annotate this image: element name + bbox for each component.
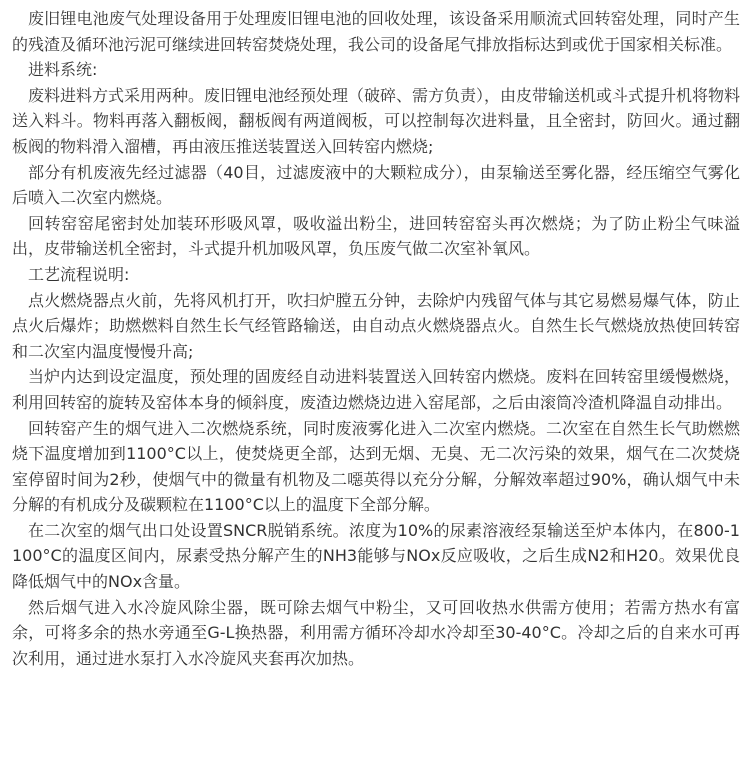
- paragraph-sncr: 在二次室的烟气出口处设置SNCR脱销系统。浓度为10%的尿素溶液经泵输送至炉本体内，在800-1100°C的温度区间内，尿素受热分解产生的NH3能够与NOx反应吸收，之后生成N2和H20。效果优良降低烟气中的NOx含量。: [12, 520, 740, 592]
- paragraph-intro: 废旧锂电池废气处理设备用于处理废旧锂电池的回收处理，该设备采用顺流式回转窑处理，同时产生的残渣及循环池污泥可继续进回转窑焚烧处理，我公司的设备尾气排放指标达到或优于国家相关标准。: [12, 9, 740, 54]
- paragraph-waste-liquid: 部分有机废液先经过滤器（40目，过滤废液中的大颗粒成分），由泵输送至雾化器，经压缩空气雾化后喷入二次室内燃烧。: [12, 162, 740, 208]
- paragraph-kiln-seal: 回转窑窑尾密封处加装环形吸风罩，吸收溢出粉尘，进回转窑窑头再次燃烧；为了防止粉尘气味溢出，皮带输送机全密封，斗式提升机加吸风罩，负压废气做二次室补氧风。: [12, 213, 740, 259]
- heading-process-flow: 工艺流程说明:: [28, 264, 130, 284]
- paragraph-feed-methods: 废料进料方式采用两种。废旧锂电池经预处理（破碎、需方负责），由皮带输送机或斗式提升机将物料送入料斗。物料再落入翻板阀，翻板阀有两道阀板，可以控制每次进料量，且全密封，防回火。通过翻板阀的物料滑入溜槽，再由液压推送装置送入回转窑内燃烧;: [12, 85, 741, 156]
- paragraph-secondary-combustion: 回转窑产生的烟气进入二次燃烧系统，同时废液雾化进入二次室内燃烧。二次室在自然生长气助燃燃烧下温度增加到1100°C以上，使焚烧更全部，达到无烟、无臭、无二次污染的效果，烟气在二次焚烧室停留时间为2秒，使烟气中的微量有机物及二噁英得以充分分解，分解效率超过90%，确认烟气中未分解的有机成分及碳颗粒在1100°C以上的温度下全部分解。: [12, 418, 740, 515]
- paragraph-kiln-burning: 当炉内达到设定温度，预处理的固废经自动进料装置送入回转窑内燃烧。废料在回转窑里缓慢燃烧，利用回转窑的旋转及窑体本身的倾斜度，废渣边燃烧边进入窑尾部，之后由滚筒冷渣机降温自动排出。: [12, 367, 740, 412]
- paragraph-cyclone-cooling: 然后烟气进入水冷旋风除尘器，既可除去烟气中粉尘，又可回收热水供需方使用；若需方热水有富余，可将多余的热水旁通至G-L换热器，利用需方循环冷却水冷却至30-40°C。冷却之后的自来水可再次利用，通过进水泵打入水冷旋风夹套再次加热。: [12, 597, 740, 668]
- heading-feed-system: 进料系统:: [28, 60, 98, 80]
- paragraph-ignition: 点火燃烧器点火前，先将风机打开，吹扫炉膛五分钟，去除炉内残留气体与其它易燃易爆气体，防止点火后爆炸；助燃燃料自然生长气经管路输送，由自动点火燃烧器点火。自然生长气燃烧放热使回转窑和二次室内温度慢慢升高;: [12, 290, 740, 361]
